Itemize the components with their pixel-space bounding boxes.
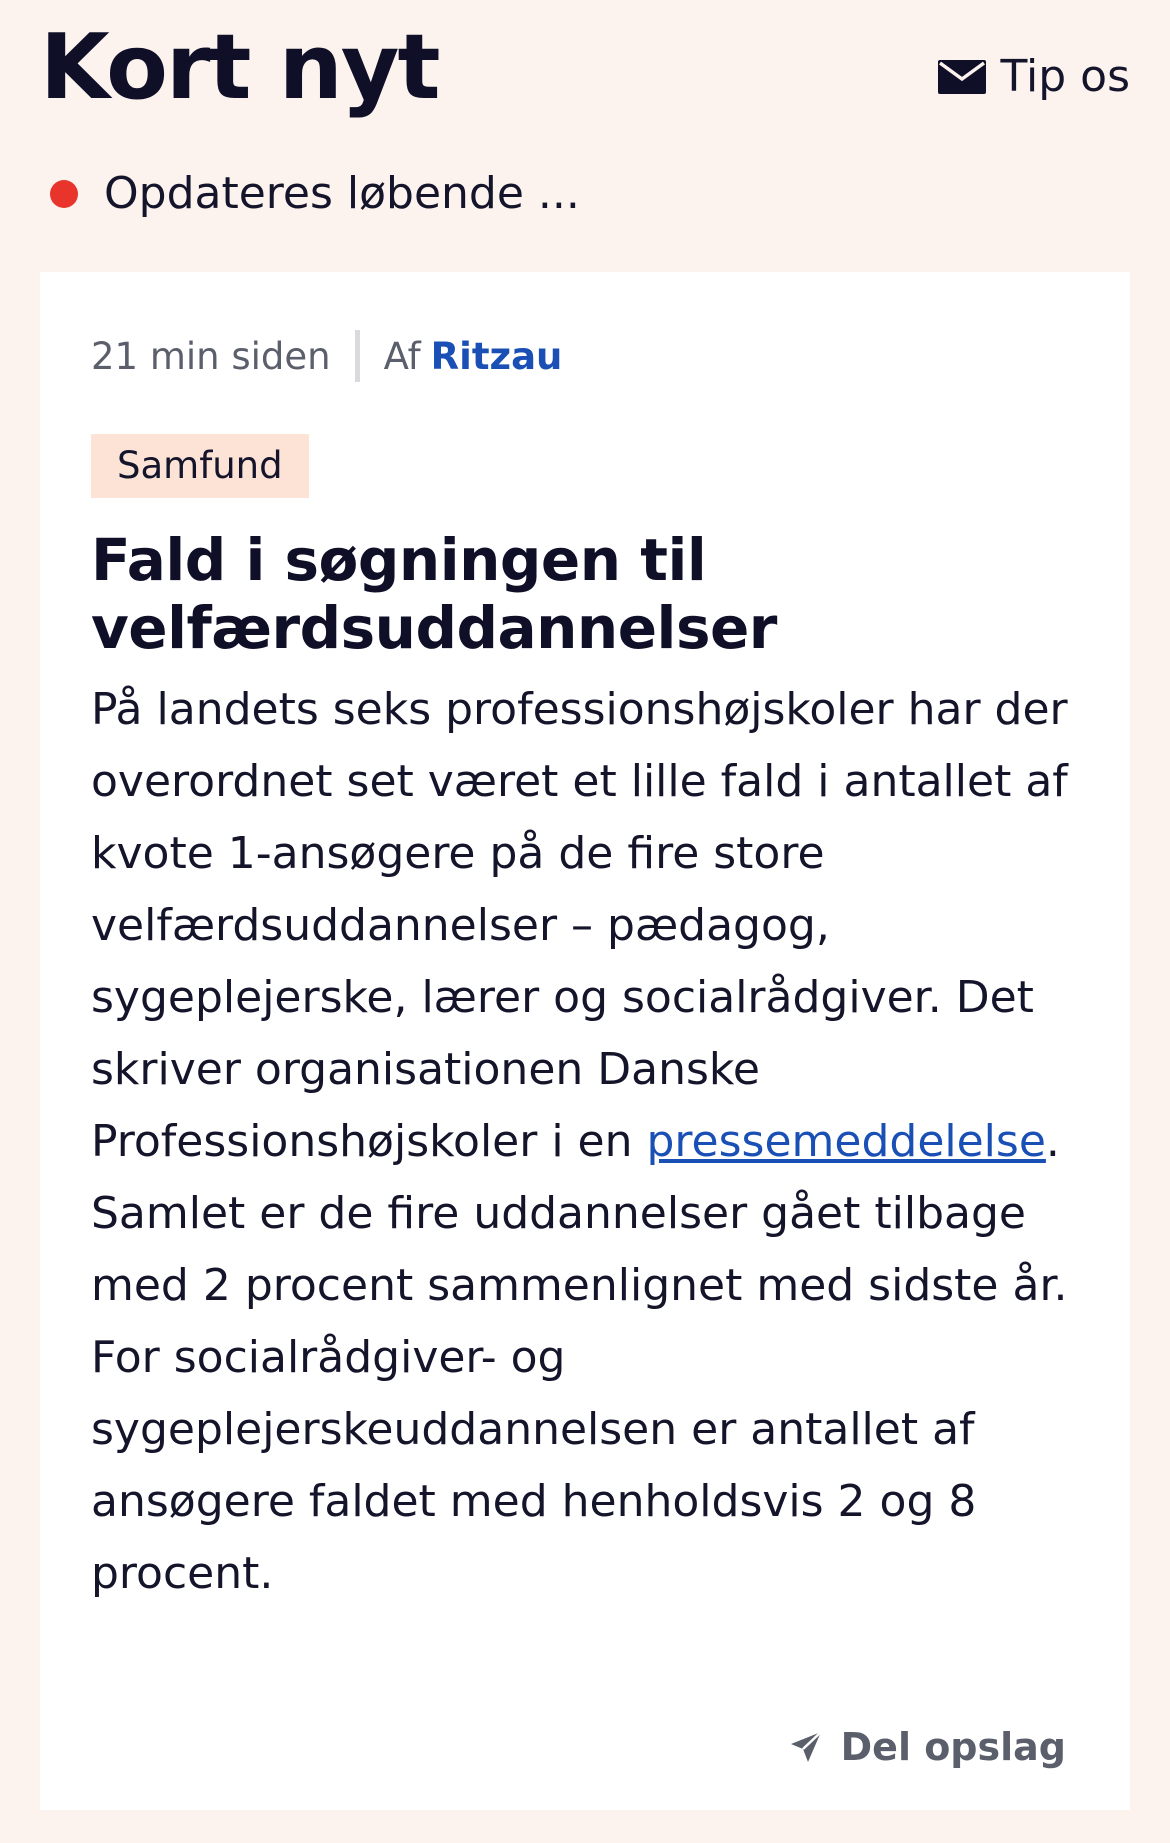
news-card (40, 272, 1130, 1810)
post-meta (91, 326, 1079, 386)
tip-us-button[interactable] (938, 52, 1130, 102)
post-body (91, 674, 1079, 1610)
share-button[interactable] (789, 1722, 1066, 1772)
post-time: 21 min siden (91, 334, 331, 378)
live-status (50, 166, 580, 222)
live-status-text: Opdateres løbende ... (104, 168, 580, 219)
author-prefix: Af (383, 334, 421, 378)
author-link[interactable]: Ritzau (430, 334, 563, 378)
page-title: Kort nyt (40, 15, 439, 120)
post-headline: Fald i søgningen til velfærdsuddannelser (91, 526, 777, 662)
mail-icon (938, 60, 986, 94)
meta-divider (355, 330, 360, 382)
paper-plane-icon (789, 1730, 823, 1764)
post-body-part1: På landets seks professionshøjskoler har der overordnet set været et lille fald i antallet af kvote 1-ansøgere på de fire store velfærdsuddannelser – pædagog, sygeplejerske, lærer og socialrådgiver. Det skriver organisationen Danske Professionshøjskoler i en (91, 684, 1068, 1167)
tip-us-label: Tip os (1000, 51, 1130, 102)
category-tag[interactable]: Samfund (91, 434, 309, 498)
header (0, 0, 1170, 150)
press-release-link[interactable]: pressemeddelelse (646, 1116, 1046, 1167)
share-label: Del opslag (840, 1725, 1066, 1769)
live-dot-icon (50, 180, 78, 208)
post-body-part2: . Samlet er de fire uddannelser gået tilbage med 2 procent sammenlignet med sidste år. For socialrådgiver- og sygeplejerskeuddannelsen er antallet af ansøgere faldet med henholdsvis 2 og 8 procent. (91, 1116, 1068, 1599)
